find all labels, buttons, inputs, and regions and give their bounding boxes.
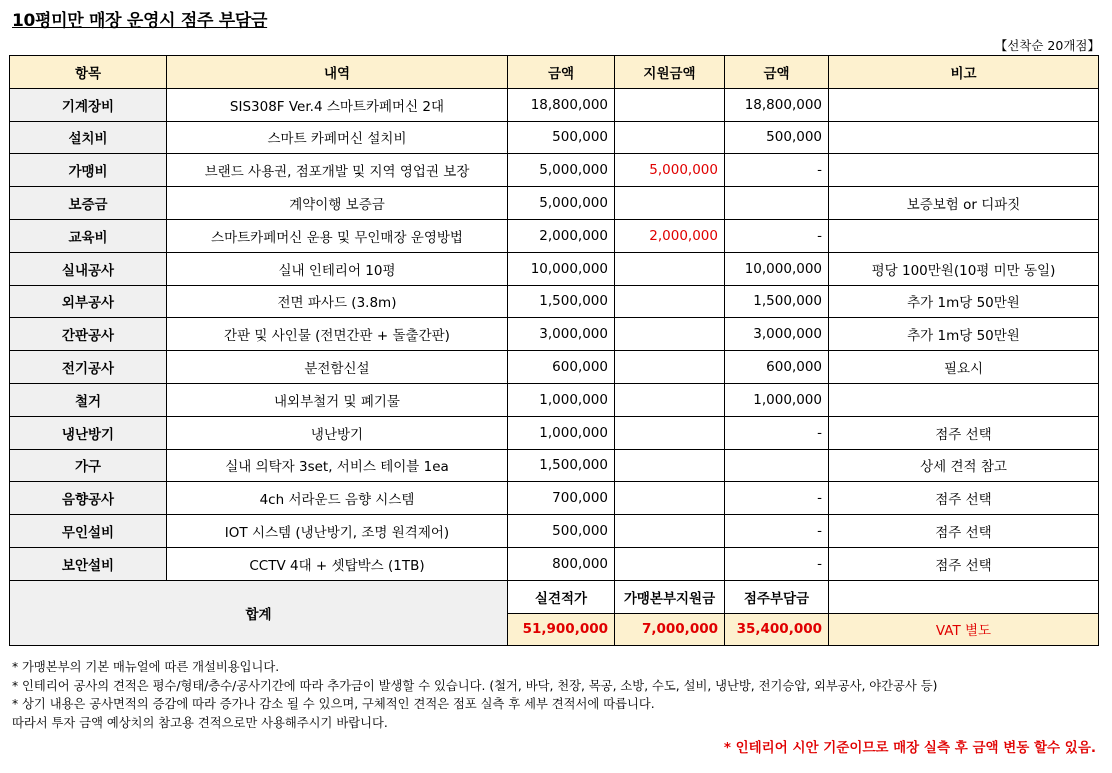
row-note	[829, 383, 1099, 416]
row-final-amount: 18,800,000	[725, 88, 829, 121]
row-final-amount: -	[725, 482, 829, 515]
row-final-amount: 1,500,000	[725, 285, 829, 318]
table-row	[10, 88, 1099, 121]
row-item: 음향공사	[10, 482, 167, 515]
row-item: 교육비	[10, 219, 167, 252]
table-row	[10, 318, 1099, 351]
total-vat-note: VAT 별도	[829, 613, 1099, 646]
header-amount: 금액	[508, 56, 615, 89]
row-support-amount	[615, 482, 725, 515]
row-support-amount	[615, 515, 725, 548]
header-description: 내역	[167, 56, 508, 89]
row-item: 설치비	[10, 121, 167, 154]
row-item: 보안설비	[10, 547, 167, 580]
row-support-amount	[615, 285, 725, 318]
measurement-warning: * 인테리어 시안 기준이므로 매장 실측 후 금액 변동 할수 있음.	[723, 740, 1096, 756]
header-item: 항목	[10, 56, 167, 89]
row-final-amount: 500,000	[725, 121, 829, 154]
row-support-amount	[615, 383, 725, 416]
row-description: 내외부철거 및 폐기물	[167, 383, 508, 416]
row-support-amount	[615, 187, 725, 220]
total-final: 35,400,000	[725, 613, 829, 646]
row-amount: 10,000,000	[508, 252, 615, 285]
row-description: 브랜드 사용권, 점포개발 및 지역 영업권 보장	[167, 154, 508, 187]
row-note: 보증보험 or 디파짓	[829, 187, 1099, 220]
table-row	[10, 449, 1099, 482]
row-support-amount: 2,000,000	[615, 219, 725, 252]
total-head-row	[10, 580, 1099, 613]
table-row	[10, 482, 1099, 515]
row-item: 가구	[10, 449, 167, 482]
row-item: 외부공사	[10, 285, 167, 318]
total-support: 7,000,000	[615, 613, 725, 646]
row-item: 보증금	[10, 187, 167, 220]
row-support-amount	[615, 88, 725, 121]
row-note	[829, 154, 1099, 187]
row-description: 계약이행 보증금	[167, 187, 508, 220]
row-item: 실내공사	[10, 252, 167, 285]
row-note: 필요시	[829, 351, 1099, 384]
row-final-amount	[725, 449, 829, 482]
row-support-amount	[615, 351, 725, 384]
row-note: 점주 선택	[829, 416, 1099, 449]
table-row	[10, 219, 1099, 252]
table-row	[10, 416, 1099, 449]
row-note	[829, 88, 1099, 121]
row-amount: 1,000,000	[508, 383, 615, 416]
row-note: 점주 선택	[829, 547, 1099, 580]
table-row	[10, 121, 1099, 154]
row-final-amount: -	[725, 515, 829, 548]
row-description: SIS308F Ver.4 스마트카페머신 2대	[167, 88, 508, 121]
cost-table	[9, 55, 1099, 646]
row-description: 스마트카페머신 운용 및 무인매장 운영방법	[167, 219, 508, 252]
table-row	[10, 252, 1099, 285]
row-amount: 5,000,000	[508, 154, 615, 187]
row-amount: 500,000	[508, 515, 615, 548]
footnote-1: * 가맹본부의 기본 매뉴얼에 따른 개설비용입니다.	[12, 660, 280, 674]
table-row	[10, 285, 1099, 318]
table-row	[10, 351, 1099, 384]
row-amount: 5,000,000	[508, 187, 615, 220]
total-head-amount: 실견적가	[508, 580, 615, 613]
footnote-4: 따라서 투자 금액 예상치의 참고용 견적으로만 사용해주시기 바랍니다.	[12, 715, 388, 730]
row-description: 전면 파사드 (3.8m)	[167, 285, 508, 318]
row-final-amount: -	[725, 547, 829, 580]
row-description: 분전함신설	[167, 351, 508, 384]
row-support-amount	[615, 416, 725, 449]
total-head-support: 가맹본부지원금	[615, 580, 725, 613]
row-item: 기계장비	[10, 88, 167, 121]
row-note	[829, 121, 1099, 154]
row-item: 철거	[10, 383, 167, 416]
row-support-amount	[615, 121, 725, 154]
row-amount: 500,000	[508, 121, 615, 154]
header-final-amount: 금액	[725, 56, 829, 89]
row-support-amount: 5,000,000	[615, 154, 725, 187]
total-amount: 51,900,000	[508, 613, 615, 646]
row-item: 냉난방기	[10, 416, 167, 449]
row-description: 냉난방기	[167, 416, 508, 449]
row-amount: 700,000	[508, 482, 615, 515]
table-row	[10, 154, 1099, 187]
row-item: 간판공사	[10, 318, 167, 351]
row-description: CCTV 4대 + 셋탑박스 (1TB)	[167, 547, 508, 580]
row-item: 무인설비	[10, 515, 167, 548]
row-note: 점주 선택	[829, 515, 1099, 548]
first-come-note: 【선착순 20개점】	[994, 38, 1100, 53]
row-amount: 800,000	[508, 547, 615, 580]
row-note: 추가 1m당 50만원	[829, 318, 1099, 351]
row-final-amount: 10,000,000	[725, 252, 829, 285]
table-body	[10, 88, 1099, 580]
row-final-amount: 1,000,000	[725, 383, 829, 416]
footnote-3: * 상기 내용은 공사면적의 증감에 따라 증가나 감소 될 수 있으며, 구체적인 견적은 점포 실측 후 세부 견적서에 따릅니다.	[12, 697, 655, 711]
row-description: 스마트 카페머신 설치비	[167, 121, 508, 154]
total-label: 합계	[10, 580, 508, 646]
row-note: 상세 견적 참고	[829, 449, 1099, 482]
row-description: 실내 인테리어 10평	[167, 252, 508, 285]
row-amount: 1,500,000	[508, 449, 615, 482]
row-final-amount: -	[725, 154, 829, 187]
row-description: 4ch 서라운드 음향 시스템	[167, 482, 508, 515]
header-note: 비고	[829, 56, 1099, 89]
footnote-2: * 인테리어 공사의 견적은 평수/형태/층수/공사기간에 따라 추가금이 발생할 수 있습니다. (철거, 바닥, 천장, 목공, 소방, 수도, 설비, 냉난방, 전기승압, 외부공사, 야간공사 등)	[12, 678, 938, 693]
row-description: 실내 의탁자 3set, 서비스 테이블 1ea	[167, 449, 508, 482]
row-support-amount	[615, 547, 725, 580]
table-header-row	[10, 56, 1099, 89]
header-support-amount: 지원금액	[615, 56, 725, 89]
row-note: 추가 1m당 50만원	[829, 285, 1099, 318]
row-amount: 2,000,000	[508, 219, 615, 252]
page-title: 10평미만 매장 운영시 점주 부담금	[12, 11, 268, 31]
row-note	[829, 219, 1099, 252]
total-head-blank	[829, 580, 1099, 613]
row-support-amount	[615, 252, 725, 285]
row-final-amount: -	[725, 416, 829, 449]
row-final-amount: 3,000,000	[725, 318, 829, 351]
row-description: 간판 및 사인물 (전면간판 + 돌출간판)	[167, 318, 508, 351]
row-amount: 1,500,000	[508, 285, 615, 318]
table-row	[10, 187, 1099, 220]
row-amount: 600,000	[508, 351, 615, 384]
row-amount: 18,800,000	[508, 88, 615, 121]
total-head-final: 점주부담금	[725, 580, 829, 613]
row-item: 전기공사	[10, 351, 167, 384]
row-amount: 3,000,000	[508, 318, 615, 351]
row-note: 평당 100만원(10평 미만 동일)	[829, 252, 1099, 285]
row-final-amount: -	[725, 219, 829, 252]
row-final-amount: 600,000	[725, 351, 829, 384]
row-note: 점주 선택	[829, 482, 1099, 515]
row-amount: 1,000,000	[508, 416, 615, 449]
table-row	[10, 383, 1099, 416]
row-description: IOT 시스템 (냉난방기, 조명 원격제어)	[167, 515, 508, 548]
total-section	[10, 580, 1099, 646]
table-row	[10, 515, 1099, 548]
row-support-amount	[615, 318, 725, 351]
row-item: 가맹비	[10, 154, 167, 187]
row-support-amount	[615, 449, 725, 482]
row-final-amount	[725, 187, 829, 220]
table-row	[10, 547, 1099, 580]
footnotes	[12, 658, 937, 732]
